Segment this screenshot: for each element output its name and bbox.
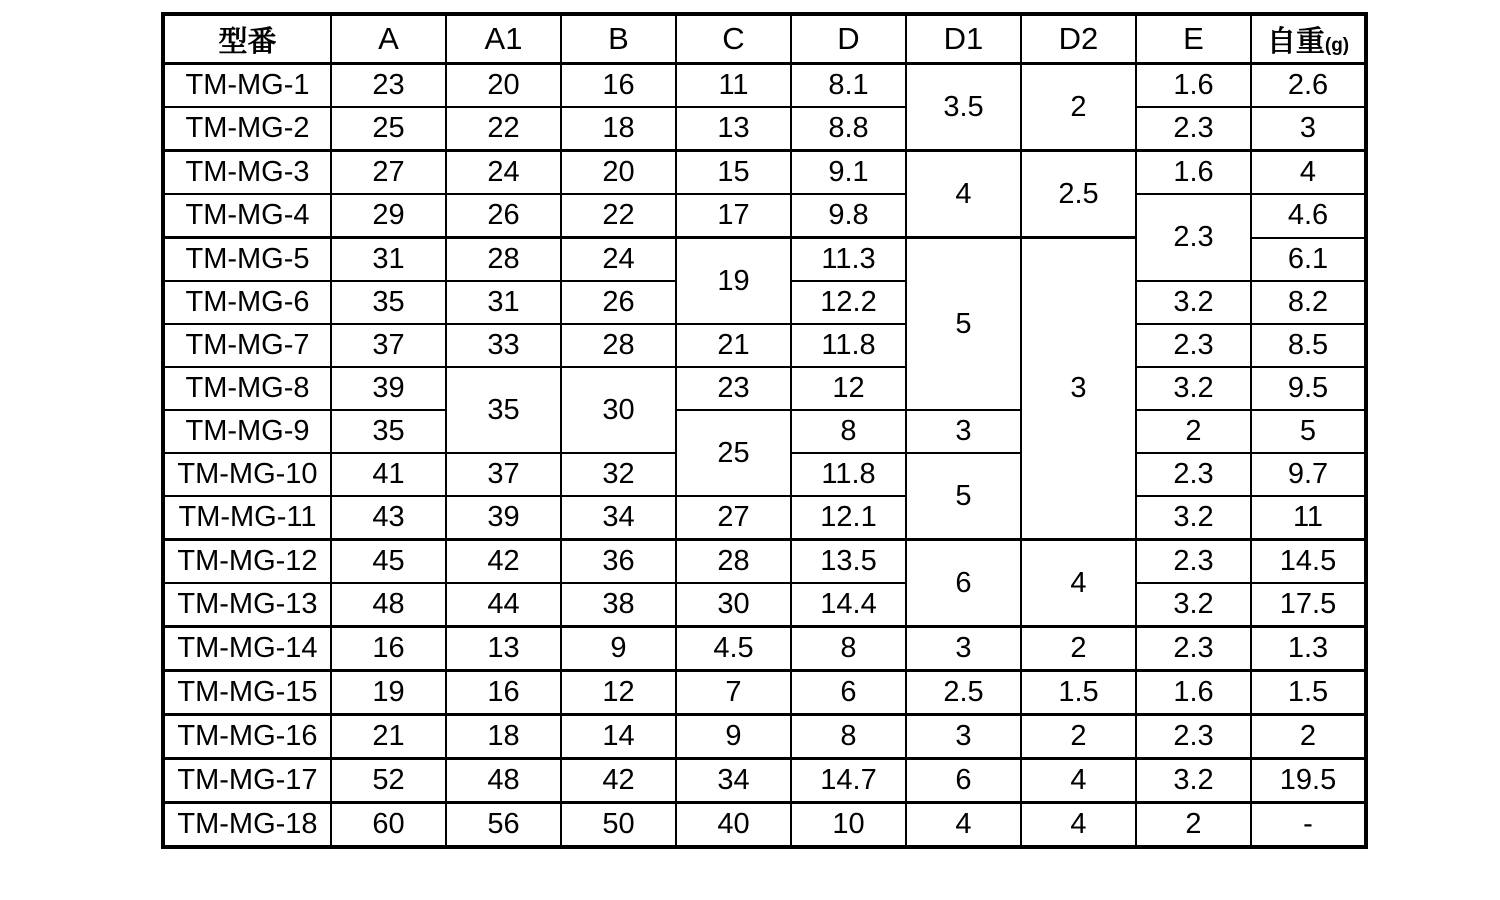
model-cell: TM-MG-15: [163, 671, 331, 715]
table-cell: 16: [446, 671, 561, 715]
table-cell: 30: [676, 583, 791, 627]
table-cell: 3.2: [1136, 583, 1251, 627]
table-cell: 23: [676, 367, 791, 410]
table-cell: 1.5: [1251, 671, 1366, 715]
table-cell: 8.1: [791, 64, 906, 108]
table-cell: 12.1: [791, 496, 906, 540]
table-cell: 11.8: [791, 324, 906, 367]
table-cell: 28: [561, 324, 676, 367]
table-cell: 30: [561, 367, 676, 453]
table-cell: 15: [676, 151, 791, 195]
table-cell: 35: [331, 281, 446, 324]
table-cell: 3.2: [1136, 759, 1251, 803]
model-cell: TM-MG-9: [163, 410, 331, 453]
column-header-a: A: [331, 14, 446, 64]
table-cell: 5: [906, 238, 1021, 411]
table-cell: 1.6: [1136, 671, 1251, 715]
table-cell: 26: [561, 281, 676, 324]
table-cell: 32: [561, 453, 676, 496]
table-cell: 24: [446, 151, 561, 195]
table-cell: 8: [791, 627, 906, 671]
table-cell: 56: [446, 803, 561, 848]
column-header-e: E: [1136, 14, 1251, 64]
table-cell: 22: [446, 107, 561, 151]
spec-table: [161, 12, 1368, 849]
table-cell: 4: [906, 151, 1021, 238]
table-cell: 34: [676, 759, 791, 803]
table-cell: 6: [791, 671, 906, 715]
table-row: [163, 194, 1366, 238]
table-cell: 1.3: [1251, 627, 1366, 671]
table-cell: 14: [561, 715, 676, 759]
table-cell: 4: [906, 803, 1021, 848]
model-cell: TM-MG-12: [163, 540, 331, 584]
column-header-b: B: [561, 14, 676, 64]
table-cell: 60: [331, 803, 446, 848]
table-cell: 12.2: [791, 281, 906, 324]
table-cell: 21: [331, 715, 446, 759]
model-cell: TM-MG-13: [163, 583, 331, 627]
model-cell: TM-MG-16: [163, 715, 331, 759]
table-cell: 12: [791, 367, 906, 410]
table-cell: 13.5: [791, 540, 906, 584]
table-row: [163, 540, 1366, 584]
table-cell: 3: [906, 410, 1021, 453]
table-cell: 24: [561, 238, 676, 282]
table-cell: 2.5: [1021, 151, 1136, 238]
table-cell: 18: [446, 715, 561, 759]
table-cell: 42: [446, 540, 561, 584]
table-cell: 1.6: [1136, 151, 1251, 195]
table-cell: 40: [676, 803, 791, 848]
table-cell: 35: [446, 367, 561, 453]
table-cell: 9: [561, 627, 676, 671]
table-cell: 37: [331, 324, 446, 367]
column-header-model: 型番: [163, 14, 331, 64]
model-cell: TM-MG-5: [163, 238, 331, 282]
table-cell: 17: [676, 194, 791, 238]
table-cell: 3.2: [1136, 496, 1251, 540]
table-cell: 52: [331, 759, 446, 803]
table-cell: 29: [331, 194, 446, 238]
table-cell: 38: [561, 583, 676, 627]
table-cell: 19: [331, 671, 446, 715]
table-cell: 39: [446, 496, 561, 540]
table-cell: 10: [791, 803, 906, 848]
table-cell: 25: [676, 410, 791, 496]
table-cell: 2: [1021, 627, 1136, 671]
table-cell: 4: [1021, 759, 1136, 803]
table-cell: 8: [791, 410, 906, 453]
column-header-c: C: [676, 14, 791, 64]
table-cell: 11.3: [791, 238, 906, 282]
table-cell: 8: [791, 715, 906, 759]
model-cell: TM-MG-7: [163, 324, 331, 367]
table-cell: 20: [446, 64, 561, 108]
table-cell: 3: [906, 627, 1021, 671]
table-cell: 41: [331, 453, 446, 496]
table-cell: 8.8: [791, 107, 906, 151]
model-cell: TM-MG-18: [163, 803, 331, 848]
table-cell: 14.5: [1251, 540, 1366, 584]
table-cell: 16: [331, 627, 446, 671]
model-cell: TM-MG-3: [163, 151, 331, 195]
table-cell: 2: [1021, 715, 1136, 759]
table-cell: 2.3: [1136, 715, 1251, 759]
table-cell: 43: [331, 496, 446, 540]
table-cell: 5: [906, 453, 1021, 540]
table-cell: 4: [1251, 151, 1366, 195]
table-cell: 28: [676, 540, 791, 584]
table-cell: 8.2: [1251, 281, 1366, 324]
table-cell: 4.6: [1251, 194, 1366, 238]
spec-table-wrap: [161, 12, 1368, 849]
weight-header-label: 自重: [1266, 25, 1325, 58]
model-cell: TM-MG-14: [163, 627, 331, 671]
table-cell: 2: [1136, 803, 1251, 848]
model-cell: TM-MG-10: [163, 453, 331, 496]
table-cell: 22: [561, 194, 676, 238]
table-cell: 2.6: [1251, 64, 1366, 108]
table-row: [163, 151, 1366, 195]
table-cell: 1.5: [1021, 671, 1136, 715]
model-cell: TM-MG-2: [163, 107, 331, 151]
table-cell: 44: [446, 583, 561, 627]
table-cell: 31: [331, 238, 446, 282]
table-cell: 6: [906, 759, 1021, 803]
table-cell: 4: [1021, 803, 1136, 848]
table-cell: 26: [446, 194, 561, 238]
table-cell: 39: [331, 367, 446, 410]
table-cell: 20: [561, 151, 676, 195]
table-cell: 9: [676, 715, 791, 759]
table-cell: 2.3: [1136, 194, 1251, 281]
table-cell: 48: [446, 759, 561, 803]
table-cell: 3.5: [906, 64, 1021, 151]
table-cell: 37: [446, 453, 561, 496]
table-row: [163, 107, 1366, 151]
column-header-weight: [1251, 14, 1366, 64]
table-cell: 9.1: [791, 151, 906, 195]
table-cell: 3: [906, 715, 1021, 759]
table-cell: 2: [1251, 715, 1366, 759]
table-cell: 19: [676, 238, 791, 325]
table-header: [163, 14, 1366, 64]
table-cell: 11: [1251, 496, 1366, 540]
table-cell: 16: [561, 64, 676, 108]
table-cell: 2.3: [1136, 453, 1251, 496]
table-cell: 5: [1251, 410, 1366, 453]
column-header-d1: D1: [906, 14, 1021, 64]
table-cell: 27: [331, 151, 446, 195]
table-cell: 35: [331, 410, 446, 453]
table-cell: 9.5: [1251, 367, 1366, 410]
table-row: [163, 627, 1366, 671]
table-row: [163, 583, 1366, 627]
table-cell: 28: [446, 238, 561, 282]
table-cell: 4.5: [676, 627, 791, 671]
table-cell: 3: [1021, 238, 1136, 540]
table-cell: 1.6: [1136, 64, 1251, 108]
table-row: [163, 64, 1366, 108]
table-cell: 2.3: [1136, 627, 1251, 671]
table-cell: 11: [676, 64, 791, 108]
column-header-d2: D2: [1021, 14, 1136, 64]
table-cell: 8.5: [1251, 324, 1366, 367]
table-cell: 31: [446, 281, 561, 324]
table-cell: 42: [561, 759, 676, 803]
header-row: [163, 14, 1366, 64]
table-row: [163, 759, 1366, 803]
table-cell: 4: [1021, 540, 1136, 627]
table-row: [163, 324, 1366, 367]
table-cell: 33: [446, 324, 561, 367]
table-cell: 12: [561, 671, 676, 715]
table-cell: 21: [676, 324, 791, 367]
table-cell: 9.7: [1251, 453, 1366, 496]
table-cell: 19.5: [1251, 759, 1366, 803]
table-cell: 36: [561, 540, 676, 584]
table-row: [163, 715, 1366, 759]
table-row: [163, 410, 1366, 453]
table-cell: 34: [561, 496, 676, 540]
table-cell: 13: [446, 627, 561, 671]
table-cell: 6: [906, 540, 1021, 627]
table-cell: 45: [331, 540, 446, 584]
table-row: [163, 367, 1366, 410]
table-cell: 14.7: [791, 759, 906, 803]
model-cell: TM-MG-4: [163, 194, 331, 238]
table-cell: 2.3: [1136, 540, 1251, 584]
table-cell: 11.8: [791, 453, 906, 496]
column-header-a1: A1: [446, 14, 561, 64]
weight-unit-label: (g): [1324, 34, 1350, 56]
table-cell: 18: [561, 107, 676, 151]
table-cell: 50: [561, 803, 676, 848]
table-cell: 3.2: [1136, 367, 1251, 410]
table-cell: 17.5: [1251, 583, 1366, 627]
table-cell: 2.3: [1136, 324, 1251, 367]
table-cell: 2.5: [906, 671, 1021, 715]
table-cell: 2.3: [1136, 107, 1251, 151]
table-row: [163, 671, 1366, 715]
table-body: [163, 64, 1366, 848]
table-cell: 9.8: [791, 194, 906, 238]
table-cell: 3: [1251, 107, 1366, 151]
model-cell: TM-MG-1: [163, 64, 331, 108]
model-cell: TM-MG-17: [163, 759, 331, 803]
table-cell: 14.4: [791, 583, 906, 627]
table-cell: 2: [1136, 410, 1251, 453]
column-header-d: D: [791, 14, 906, 64]
table-cell: 27: [676, 496, 791, 540]
table-cell: 2: [1021, 64, 1136, 151]
table-cell: 7: [676, 671, 791, 715]
table-row: [163, 496, 1366, 540]
table-cell: 3.2: [1136, 281, 1251, 324]
table-cell: 23: [331, 64, 446, 108]
model-cell: TM-MG-8: [163, 367, 331, 410]
table-cell: 48: [331, 583, 446, 627]
table-cell: 6.1: [1251, 238, 1366, 282]
table-row: [163, 803, 1366, 848]
table-cell: 25: [331, 107, 446, 151]
model-cell: TM-MG-11: [163, 496, 331, 540]
model-cell: TM-MG-6: [163, 281, 331, 324]
table-cell: 13: [676, 107, 791, 151]
table-cell: -: [1251, 803, 1366, 848]
